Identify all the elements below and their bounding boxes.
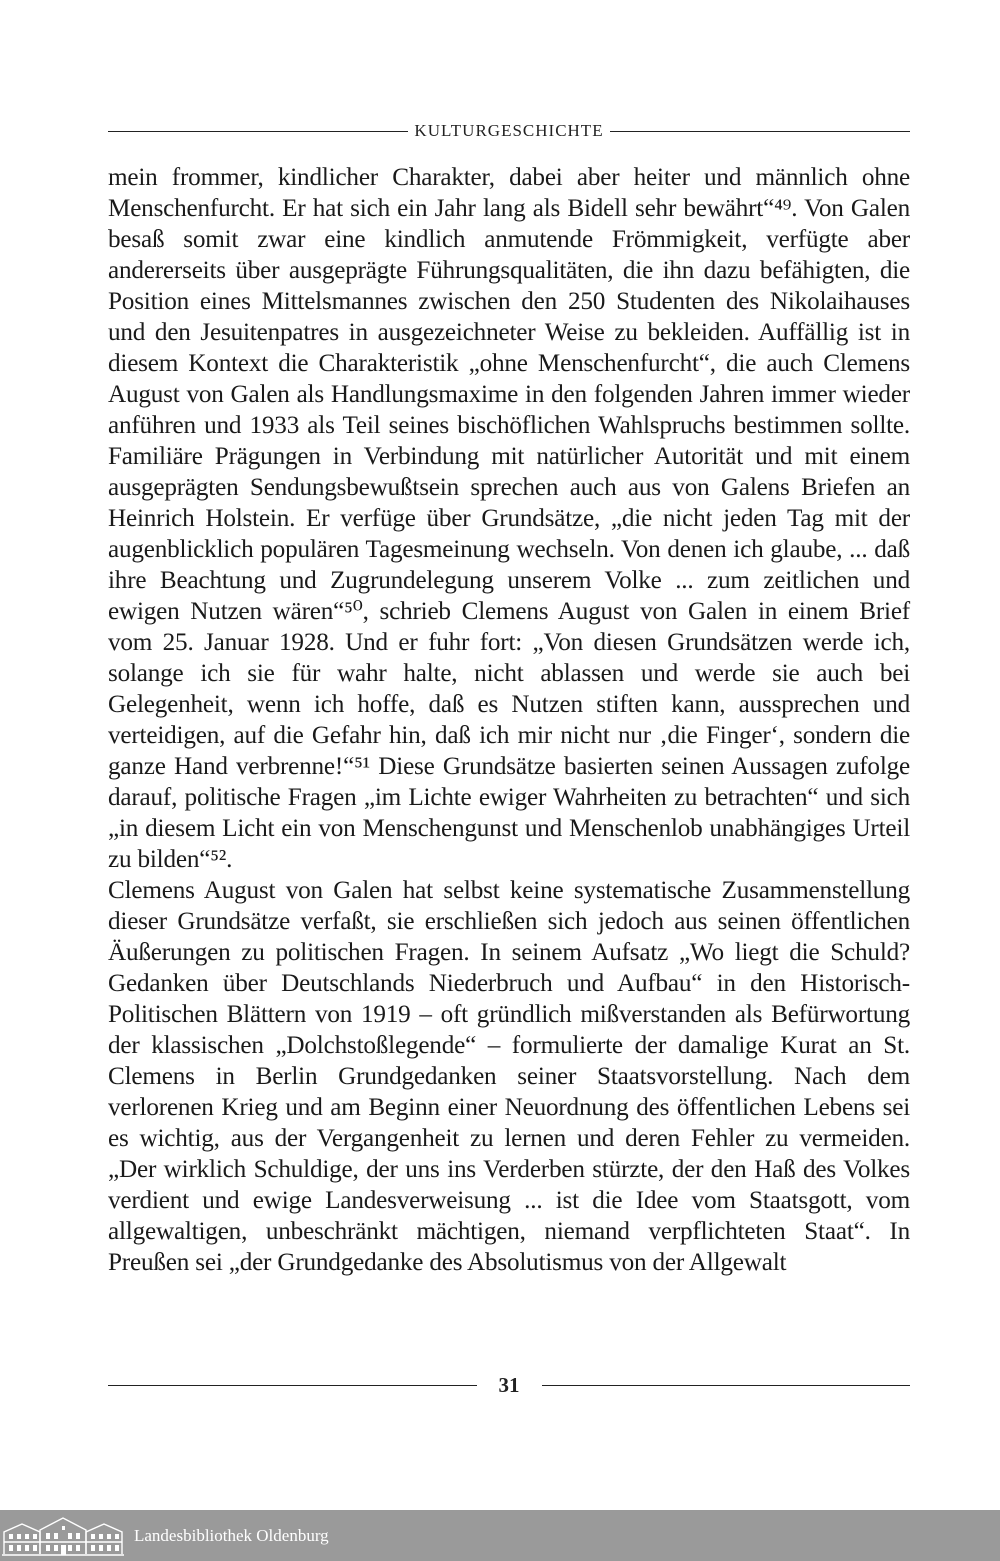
running-head-title: KULTURGESCHICHTE (414, 121, 604, 140)
library-building-logo (2, 1514, 124, 1558)
paragraph-2: Clemens August von Galen hat selbst keine systematische Zusammenstellung dieser Grundsätze verfaßt, sie erschließen sich jedoch aus seinen öffentlichen Äußerungen zu politischen Fragen. In seinem Aufsatz „Wo liegt die Schuld? Gedanken über Deutschlands Niederbruch und Aufbau“ in den Historisch-Politischen Blättern von 1919 – oft gründlich mißverstanden als Befürwortung der klassischen „Dolchstoßlegende“ – formulierte der damalige Kurat an St. Clemens in Berlin Grundgedanken seiner Staatsvorstellung. Nach dem verlorenen Krieg und am Beginn einer Neuordnung des öffentlichen Lebens sei es wichtig, aus der Vergangenheit zu lernen und deren Fehler zu vermeiden. „Der wirklich Schuldige, der uns ins Verderben stürzte, der den Haß des Volkes verdient und ewige Landesverweisung ... ist die Idee vom Staatsgott, vom allgewaltigen, unbeschränkt mächtigen, niemand verpflichteten Staat“. In Preußen sei „der Grundgedanke des Absolutismus von der Allgewalt (108, 877, 910, 1276)
running-head (108, 118, 910, 144)
folio-rule-left (108, 1385, 477, 1386)
paragraph-1: mein frommer, kindlicher Charakter, dabei aber heiter und männlich ohne Menschenfurcht. Er hat sich ein Jahr lang als Bidell sehr bewährt“⁴⁹. Von Galen besaß somit zwar eine kindlich anmutende Frömmigkeit, verfügte aber andererseits über ausgeprägte Führungsqualitäten, die ihn dazu befähigten, die Position eines Mittelsmannes zwischen den 250 Studenten des Nikolaihauses und den Jesuitenpatres in ausgezeichneter Weise zu bekleiden. Auffällig ist in diesem Kontext die Charakteristik „ohne Menschenfurcht“, die auch Clemens August von Galen als Handlungsmaxime in den folgenden Jahren immer wieder anführen und 1933 als Teil seines bischöflichen Wahlspruchs bestimmen sollte. Familiäre Prägungen in Verbindung mit natürlicher Autorität und mit einem ausgeprägten Sendungsbewußtsein sprechen auch aus von Galens Briefen an Heinrich Holstein. Er verfüge über Grundsätze, „die nicht jeden Tag mit der augenblicklich populären Tagesmeinung wechseln. Von denen ich glaube, ... daß ihre Beachtung und Zugrundelegung unserem Volke ... zum zeitlichen und ewigen Nutzen wären“⁵⁰, schrieb Clemens August von Galen in einem Brief vom 25. Januar 1928. Und er fuhr fort: „Von diesen Grundsätzen werde ich, solange ich sie für wahr halte, nicht ablassen und werde sie auch bei Gelegenheit, wenn ich hoffe, daß es Nutzen stiften kann, aussprechen und verteidigen, auf die Gefahr hin, daß ich mir nicht nur ‚die Finger‘, sondern die ganze Hand verbrenne!“⁵¹ Diese Grundsätze basierten seinen Aussagen zufolge darauf, politische Fragen „im Lichte ewiger Wahrheiten zu betrachten“ und sich „in diesem Licht ein von Menschengunst und Menschenlob unabhängiges Urteil zu bilden“⁵². (108, 164, 910, 873)
running-head-rule-left (108, 131, 408, 132)
running-head-rule-right (610, 131, 910, 132)
page-number-row (108, 1370, 910, 1400)
body-text (108, 162, 910, 1278)
page-number: 31 (498, 1372, 520, 1397)
library-name: Landesbibliothek Oldenburg (134, 1525, 329, 1545)
folio-rule-right (542, 1385, 911, 1386)
footer-bar (0, 1510, 1000, 1561)
